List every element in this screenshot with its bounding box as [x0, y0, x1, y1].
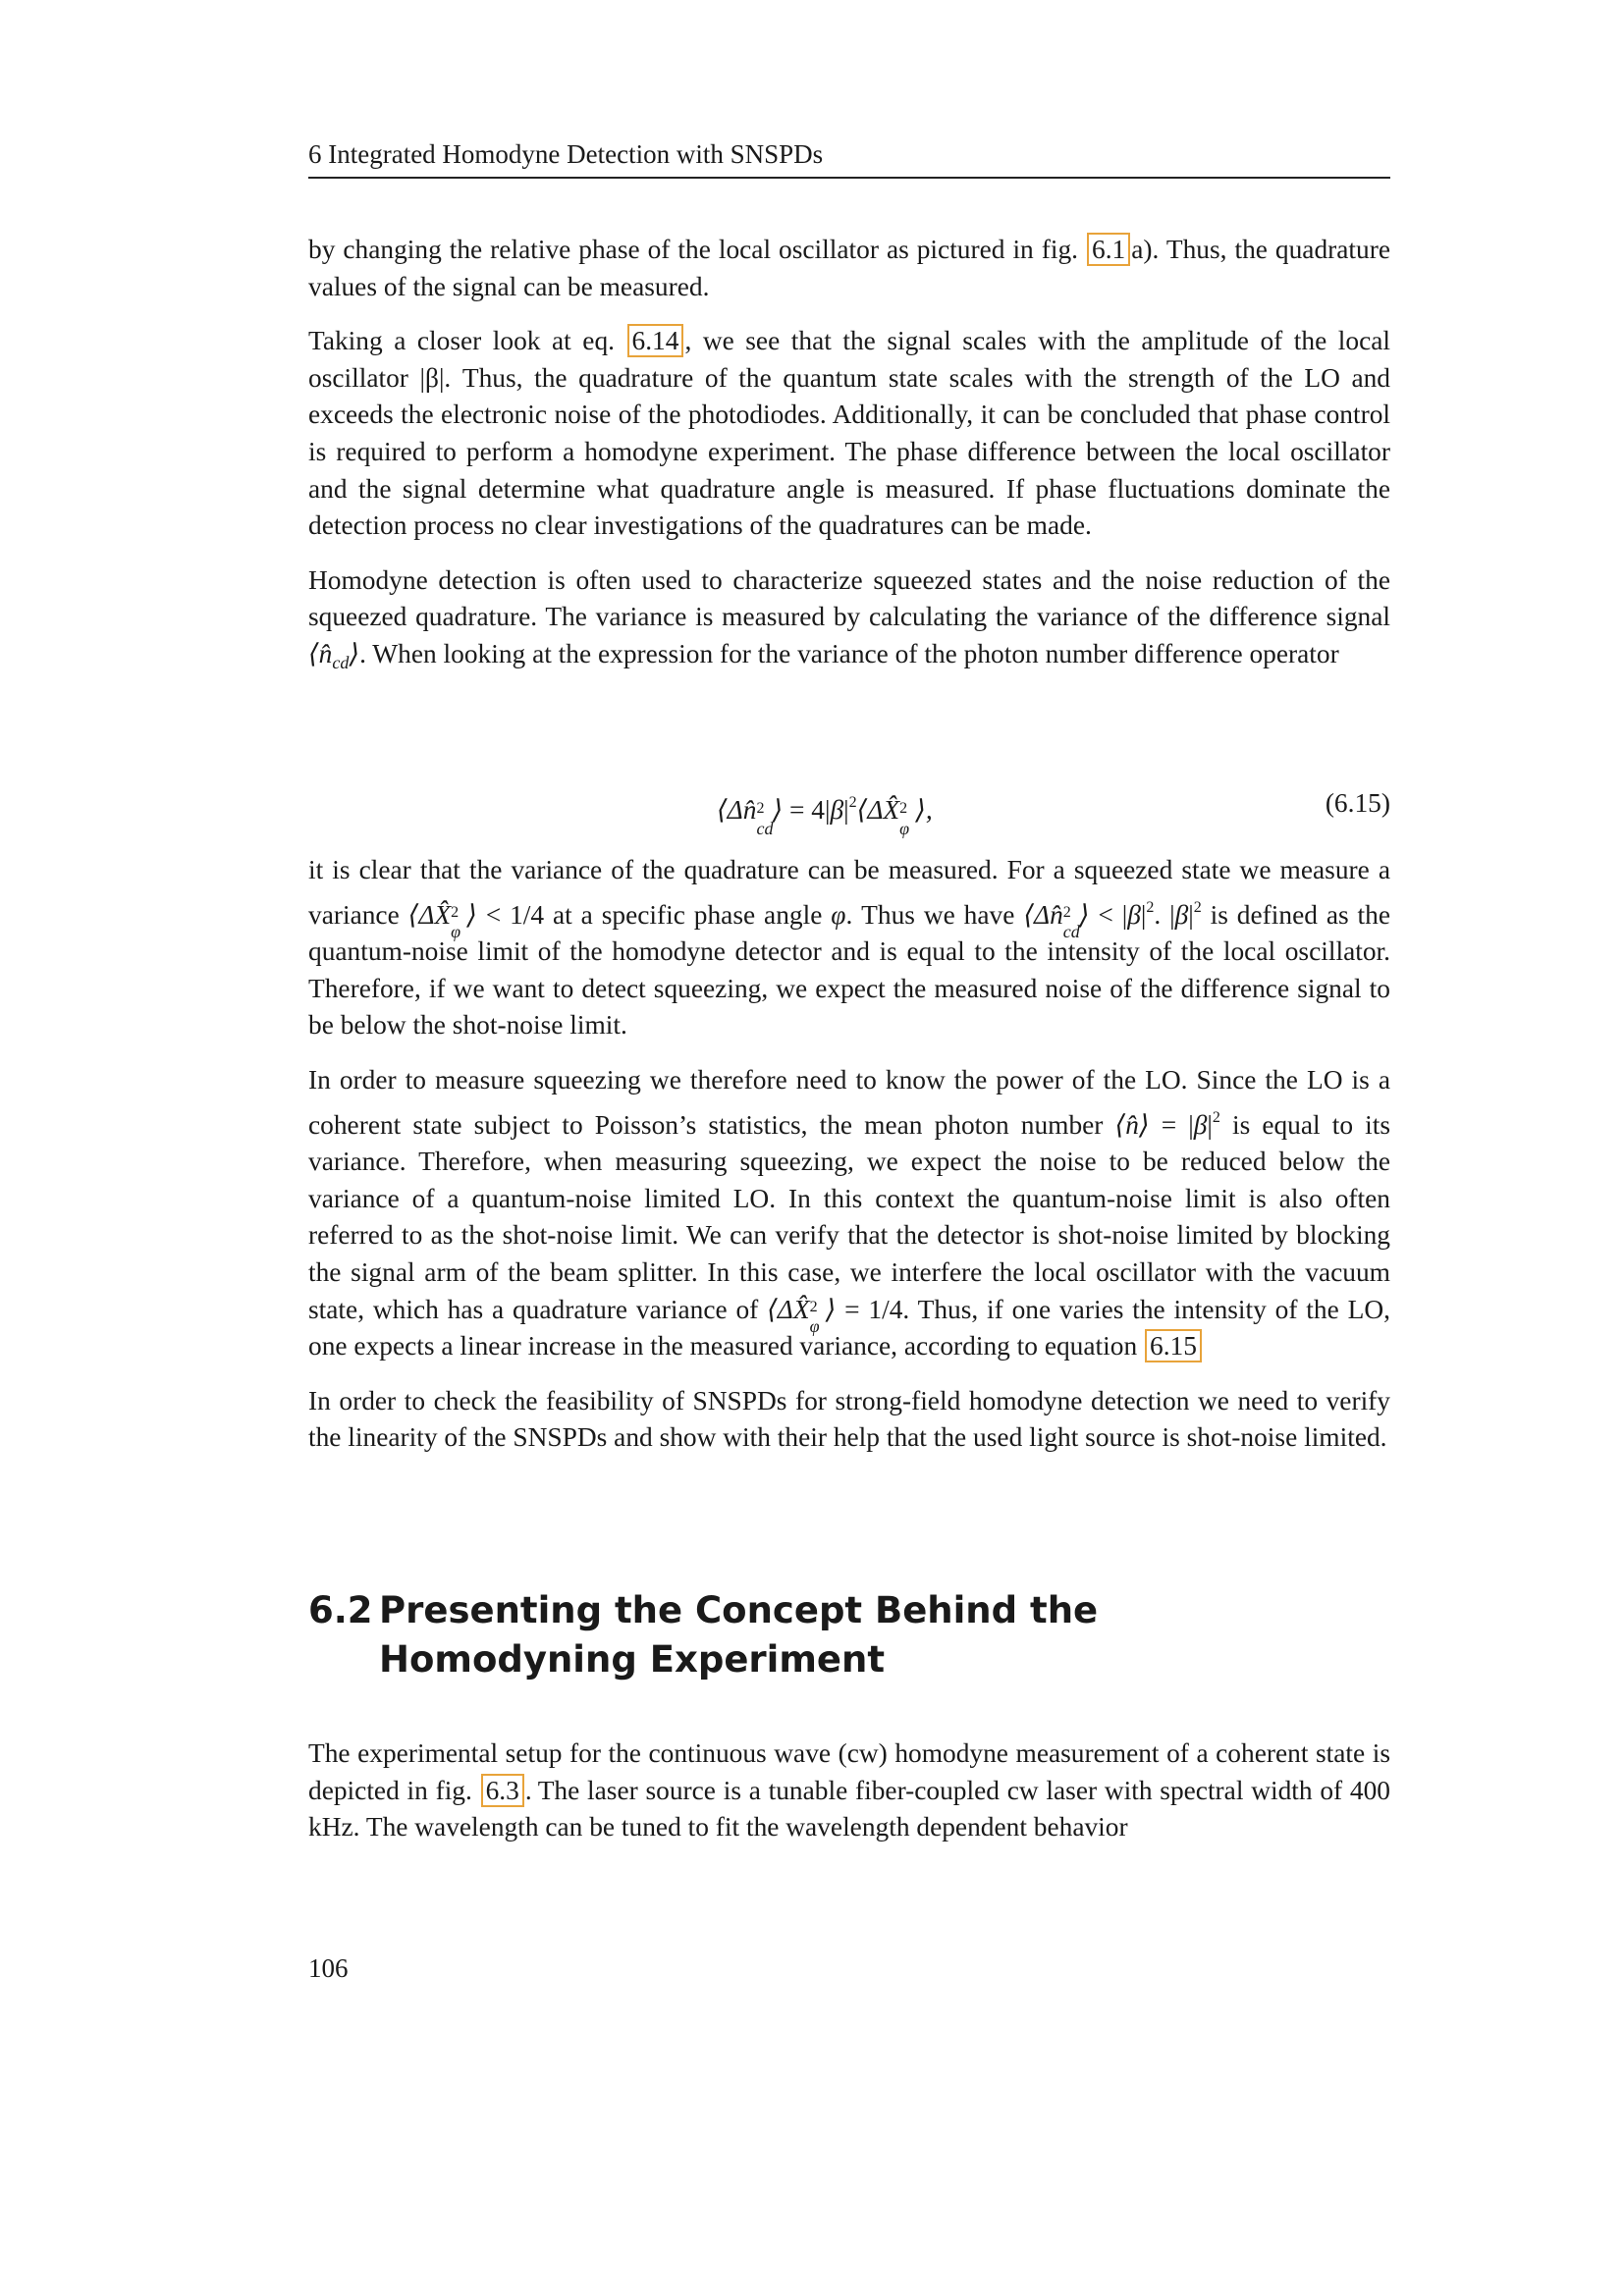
fig-6-1-link[interactable]: 6.1	[1087, 233, 1130, 266]
equation-number: (6.15)	[1325, 788, 1390, 818]
paragraph-5: In order to measure squeezing we therefore need to know the power of the LO. Since the LO is a coherent state subject to Poisson’s statistics, the mean photon number ⟨n̂⟩ = $|\beta|^2$ is equal to its variance. Therefore, when measuring squeezing, we expect the noise to be reduced below the variance of a quantum-noise limited LO. In this context the quantum-noise limit is also often referred to as the shot-noise limit. We can verify that the detector is shot-noise limited by blocking the signal arm of the beam splitter. In this case, we interfere the local oscillator with the vacuum state, which has a quadrature variance of ⟨ΔX̂ 2 φ ⟩ = 1/4. Thus, if one varies the intensity of the LO, one expects a linear increase in the measured variance, according to equation 6.15	[308, 1064, 1391, 1362]
section-title: Presenting the Concept Behind the Homodyning Experiment	[379, 1589, 1099, 1681]
paragraph-2: Taking a closer look at eq. 6.14 , we see that the signal scales with the amplitude of the local oscillator |β|. Thus, the quadrature of the quantum state scales with the strength of the LO and exceeds the electronic noise of the photodiodes. Additionally, it can be concluded that phase control is required to perform a homodyne experiment. The phase difference between the local oscillator and the signal determine what quadrature angle is measured. If phase fluctuations dominate the detection process no clear investigations of the quadratures can be made.	[308, 326, 1390, 541]
section-number: 6.2	[308, 1589, 373, 1631]
math-n-cd: $⟨n̂_{cd}⟩$	[308, 638, 360, 672]
paragraph-4: it is clear that the variance of the quadrature can be measured. For a squeezed state we measure a variance ⟨ΔX̂ 2 φ ⟩ < 1/4 at a specific phase angle φ. Thus we have ⟨Δn̂ 2 cd ⟩ < $|\beta|^2$. $|\beta|^2$ is defined as the quantum-noise limit of the homodyne detector and is equal to the intensity of the local oscillator. Therefore, if we want to detect squeezing, we expect the measured noise of the difference signal to be below the shot-noise limit.	[308, 855, 1391, 1041]
paragraph-1: by changing the relative phase of the local oscillator as pictured in fig. 6.1 a). Thus, the quadrature values of the signal can be measured.	[308, 235, 1391, 301]
eq-6-15-link[interactable]: 6.15	[1145, 1329, 1202, 1362]
chapter-title: 6 Integrated Homodyne Detection with SNSPDs	[308, 139, 824, 169]
fig-6-3-link[interactable]: 6.3	[481, 1774, 524, 1807]
equation-body: ⟨Δn̂ 2 cd ⟩ = $4|\beta|^2⟨\Delta X̂$ 2 φ ⟩,	[717, 794, 933, 838]
page-number: 106	[308, 1953, 349, 1983]
paragraph-7: The experimental setup for the continuous wave (cw) homodyne measurement of a coherent state is depicted in fig. 6.3 . The laser source is a tunable fiber-coupled cw laser with spectral width of 400 kHz. The wavelength can be tuned to fit the wavelength dependent behavior	[308, 1738, 1390, 1842]
body-text-bottom	[308, 1735, 1390, 1846]
body-text-top	[308, 232, 1390, 682]
paragraph-6: In order to check the feasibility of SNSPDs for strong-field homodyne detection we need to verify the linearity of the SNSPDs and show with their help that the used light source is shot-noise limited.	[308, 1385, 1390, 1453]
paragraph-3: Homodyne detection is often used to characterize squeezed states and the noise reduction of the squeezed quadrature. The variance is measured by calculating the variance of the difference signal $⟨n̂_{cd}⟩$. When looking at the expression for the variance of the photon number difference operator	[308, 564, 1390, 672]
eq-6-14-link[interactable]: 6.14	[627, 324, 684, 357]
body-text-middle	[308, 852, 1390, 1457]
running-header	[308, 137, 1390, 179]
